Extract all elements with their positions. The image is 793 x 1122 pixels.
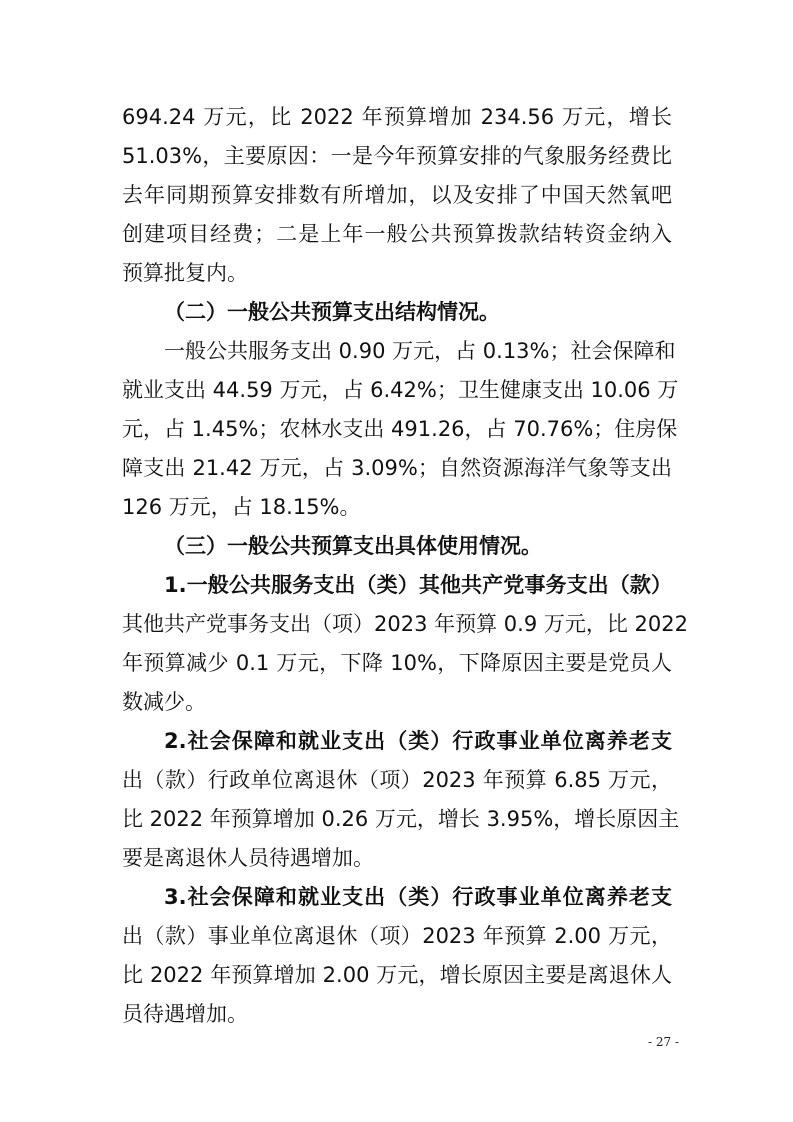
text-line: 126 万元，占 18.15%。 (122, 495, 361, 519)
text-line: 去年同期预算安排数有所增加，以及安排了中国天然氧吧 (122, 183, 672, 207)
text-line: 一般公共服务支出 0.90 万元，占 0.13%；社会保障和 (164, 339, 676, 363)
page-number: - 27 - (648, 1035, 680, 1049)
text-line: 员待遇增加。 (122, 1002, 248, 1026)
section-heading: （二）一般公共预算支出结构情况。 (164, 300, 500, 324)
text-line: 元，占 1.45%；农林水支出 491.26，占 70.76%；住房保 (122, 417, 678, 441)
text-line: 数减少。 (122, 690, 206, 714)
text-line: 创建项目经费；二是上年一般公共预算拨款结转资金纳入 (122, 222, 672, 246)
text-line: 比 2022 年预算增加 0.26 万元，增长 3.95%，增长原因主 (122, 807, 680, 831)
text-line: 其他共产党事务支出（项）2023 年预算 0.9 万元，比 2022 (122, 612, 688, 636)
text-line: 预算批复内。 (122, 261, 248, 285)
text-line: 年预算减少 0.1 万元，下降 10%，下降原因主要是党员人 (122, 651, 672, 675)
text-line: 就业支出 44.59 万元，占 6.42%；卫生健康支出 10.06 万 (122, 378, 679, 402)
text-line: 出（款）行政单位离退休（项）2023 年预算 6.85 万元， (122, 768, 672, 792)
text-line: 51.03%，主要原因：一是今年预算安排的气象服务经费比 (122, 144, 672, 168)
text-line: 障支出 21.42 万元，占 3.09%；自然资源海洋气象等支出 (122, 456, 672, 480)
text-line: 694.24 万元，比 2022 年预算增加 234.56 万元，增长 (122, 105, 672, 129)
item-heading: 2.社会保障和就业支出（类）行政事业单位离养老支 (164, 729, 672, 753)
text-line: 出（款）事业单位离退休（项）2023 年预算 2.00 万元， (122, 924, 672, 948)
item-heading: 1.一般公共服务支出（类）其他共产党事务支出（款） (164, 573, 672, 597)
text-line: 要是离退休人员待遇增加。 (122, 846, 374, 870)
text-line: 比 2022 年预算增加 2.00 万元，增长原因主要是离退休人 (122, 963, 672, 987)
item-heading: 3.社会保障和就业支出（类）行政事业单位离养老支 (164, 885, 672, 909)
section-heading: （三）一般公共预算支出具体使用情况。 (164, 534, 542, 558)
